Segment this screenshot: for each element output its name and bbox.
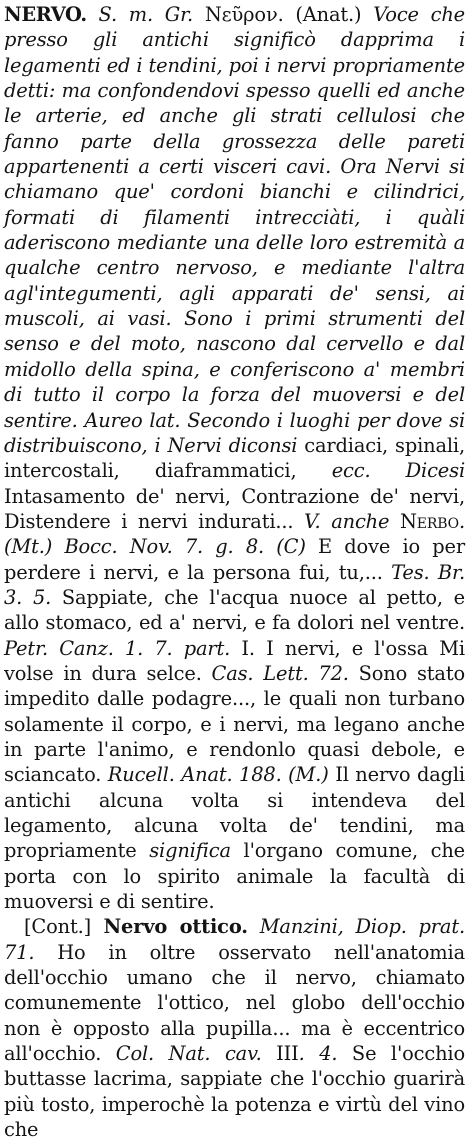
- citation-rucell: Rucell. Anat. 188. (M.): [101, 763, 329, 787]
- quote-petr: I nervi, e l'ossa Mi volse in dura selce.: [4, 636, 465, 685]
- entry-nervo-ottico: [4, 914, 465, 1142]
- cross-ref-nerbo: Nerbo: [389, 509, 459, 533]
- dicesi-label: Dicesi: [370, 459, 465, 483]
- citation-petr: Petr. Canz. 1. 7. part.: [4, 636, 242, 660]
- citation-tes: Tes. Br. 3. 5.: [4, 560, 465, 609]
- citation-col-num: . 4.: [298, 1042, 338, 1066]
- grammar-tag: S. m. Gr.: [86, 3, 205, 26]
- lemma-nervo: NERVO.: [4, 3, 87, 26]
- quote-bocc: E dove io per perdere i nervi, e la persona fui, tu,...: [4, 535, 465, 584]
- dictionary-page: [4, 2, 466, 1142]
- quote-cas: Sono stato impedito dalle podagre..., le quali non turbano solamente il corpo, e i nervi, ma legano anche in parte l'animo, e rendonlo quasi debole, e sciancato.: [4, 661, 466, 787]
- domain-tag: (Anat.): [283, 3, 374, 26]
- citation-col: Col. Nat. cav.: [101, 1042, 277, 1066]
- quote-rucell-end: l'organo comune, che porta con lo spirito animale la facultà di muoversi e di sentire.: [4, 839, 465, 914]
- citation-cas: Cas. Lett. 72.: [201, 661, 349, 685]
- citation-petr-part: I.: [241, 636, 255, 660]
- see-also-label: V. anche: [304, 509, 390, 533]
- quote-tes: Sappiate, che l'acqua nuoce al petto, e allo stomaco, ed a' nervi, e fa dolori nel ventre.: [4, 585, 465, 635]
- lemma-nervo-ottico: Nervo ottico.: [91, 915, 248, 939]
- citation-bocc: . (Mt.) Bocc. Nov. 7. g. 8. (C): [4, 509, 465, 559]
- ecc-abbrev: ecc.: [331, 459, 371, 483]
- cont-tag: [Cont.]: [24, 915, 92, 939]
- quote-col: Se l'occhio buttasse lacrima, sappiate che l'occhio guarirà più tosto, imperochè la potenza e virtù del vino che: [4, 1042, 466, 1142]
- significa-word: significa: [149, 839, 231, 863]
- definition-text: Voce che presso gli antichi significò dapprima i legamenti ed i tendini, poi i nervi propriamente detti: ma confondendovi spesso quelli ed anche le arterie, ed anche gli strati cellulosi che fanno parte della grossezza delle pareti appartenenti a certi visceri cavi. Ora Nervi si chiamano que' cordoni bianchi e cilindrici, formati di filamenti intrecciàti, i quàli aderiscono mediante una delle loro estremità a qualche centro nervoso, e mediante l'altra agl'integumenti, agli apparati de' sensi, ai muscoli, ai vasi. Sono i primi strumenti del senso e del moto, nascono dal cervello e dal midollo della spina, e conferiscono a' membri di tutto il corpo la forza del muoversi e del sentire. Aureo lat. Secondo i luoghi per dove si distribuiscono, i Nervi diconsi: [4, 3, 465, 457]
- nerve-types: cardiaci, spinali, intercostali, diaframmatici,: [4, 433, 465, 483]
- phrase-examples: Intasamento de' nervi, Contrazione de' nervi, Distendere i nervi indurati...: [4, 484, 465, 533]
- entry-nervo: [4, 2, 465, 914]
- quote-rucell: Il nervo dagli antichi alcuna volta si intendeva del legamento, alcuna volta de' tendini, ma propriamente: [4, 763, 465, 863]
- quote-manzini: Ho in oltre osservato nell'anatomia dell'occhio umano che il nervo, chiamato comunemente l'ottico, nel globo dell'occhio non è opposto alla pupilla... ma è eccentrico all'occhio.: [4, 940, 465, 1066]
- greek-word: Νεῦρον.: [204, 3, 284, 26]
- citation-col-roman: III: [276, 1042, 299, 1066]
- citation-manzini: Manzini, Diop. prat. 71.: [4, 915, 465, 964]
